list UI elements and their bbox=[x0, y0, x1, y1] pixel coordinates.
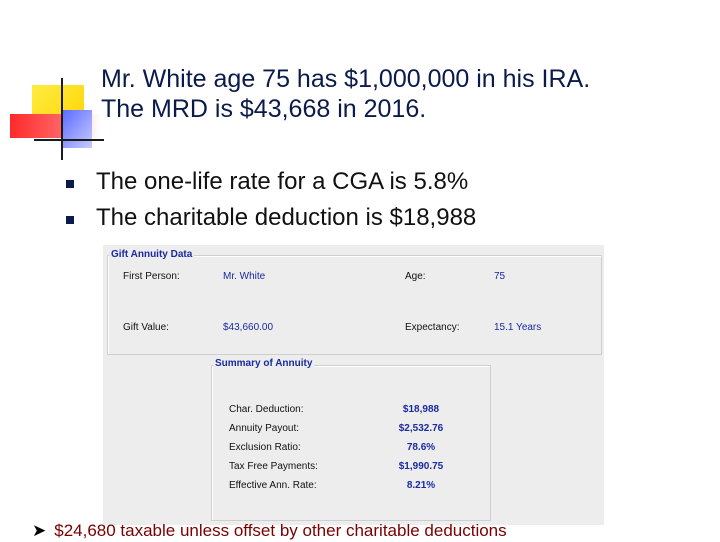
summary-row-value: 8.21% bbox=[406, 480, 436, 491]
bullet-text: The one-life rate for a CGA is 5.8% bbox=[96, 168, 469, 195]
first-person-value: Mr. White bbox=[223, 271, 266, 282]
summary-row-label: Tax Free Payments: bbox=[229, 461, 318, 472]
first-person-label: First Person: bbox=[123, 271, 180, 282]
expectancy-label: Expectancy: bbox=[405, 322, 460, 333]
summary-row-label: Char. Deduction: bbox=[229, 404, 304, 415]
summary-of-annuity-heading: Summary of Annuity bbox=[215, 358, 313, 369]
corner-logo bbox=[0, 0, 110, 170]
summary-row-label: Exclusion Ratio: bbox=[229, 442, 301, 453]
footer-text: $24,680 taxable unless offset by other charitable deductions bbox=[54, 521, 507, 540]
gift-value-label: Gift Value: bbox=[123, 322, 169, 333]
annuity-software-screenshot bbox=[103, 245, 604, 525]
bullet-square-icon bbox=[66, 216, 74, 224]
summary-row-value: $18,988 bbox=[402, 404, 440, 415]
summary-row-value: 78.6% bbox=[406, 442, 436, 453]
summary-row-value: $1,990.75 bbox=[398, 461, 444, 472]
arrow-bullet-icon: ➤ bbox=[32, 521, 47, 540]
gift-annuity-data-group bbox=[107, 255, 602, 355]
summary-row-label: Effective Ann. Rate: bbox=[229, 480, 317, 491]
gift-annuity-data-heading: Gift Annuity Data bbox=[111, 249, 193, 260]
summary-row-value: $2,532.76 bbox=[398, 423, 444, 434]
slide-title bbox=[101, 64, 701, 124]
bullet-text: The charitable deduction is $18,988 bbox=[96, 204, 477, 231]
gift-value-value: $43,660.00 bbox=[223, 322, 274, 333]
footer-note bbox=[32, 520, 507, 542]
age-label: Age: bbox=[405, 271, 426, 282]
age-value: 75 bbox=[494, 271, 506, 282]
title-line-1: Mr. White age 75 has $1,000,000 in his IRA. bbox=[101, 65, 591, 93]
summary-row-label: Annuity Payout: bbox=[229, 423, 300, 434]
bullet-square-icon bbox=[66, 180, 74, 188]
expectancy-value: 15.1 Years bbox=[494, 322, 542, 333]
title-line-2: The MRD is $43,668 in 2016. bbox=[101, 95, 427, 123]
